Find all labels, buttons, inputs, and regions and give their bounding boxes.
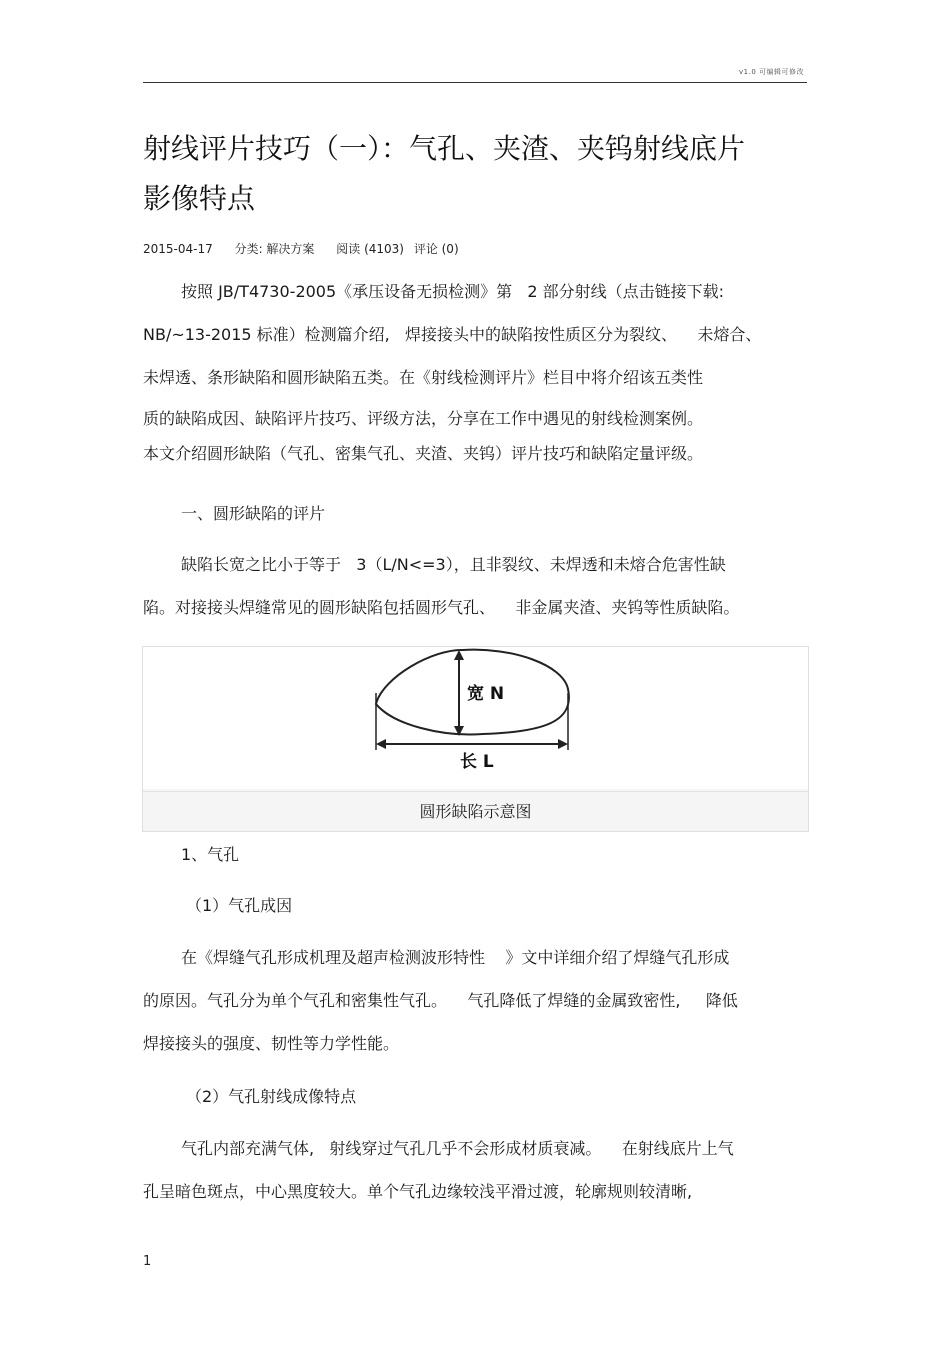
text-line: 在《焊缝气孔形成机理及超声检测波形特性 》文中详细介绍了焊缝气孔形成 [181, 948, 730, 967]
post-date: 2015-04-17 [143, 242, 213, 256]
header-divider [143, 82, 807, 83]
text-line: 未焊透、条形缺陷和圆形缺陷五类。在《射线检测评片》栏目中将介绍该五类性 [143, 368, 704, 387]
subsection-heading: 1、气孔 [181, 845, 240, 864]
text-line: 的原因。气孔分为单个气孔和密集性气孔。 气孔降低了焊缝的金属致密性, 降低 [143, 991, 738, 1010]
text-line: 陷。对接接头焊缝常见的圆形缺陷包括圆形气孔、 非金属夹渣、夹钨等性质缺陷。 [143, 598, 740, 617]
header-note: v1.0 可编辑可修改 [739, 68, 804, 76]
text-line: 焊接接头的强度、韧性等力学性能。 [143, 1034, 400, 1053]
text-line: 气孔内部充满气体, 射线穿过气孔几乎不会形成材质衰减。 在射线底片上气 [181, 1139, 734, 1158]
intro-paragraph [143, 270, 807, 469]
category-link[interactable]: 分类: 解决方案 [234, 242, 315, 256]
read-count: 阅读 (4103) [336, 242, 404, 256]
comments-link[interactable]: 评论 (0) [413, 242, 459, 256]
page-number: 1 [143, 1254, 152, 1269]
width-label: 宽 N [467, 684, 505, 704]
figure-round-defect [142, 646, 809, 832]
text-line: NB/~13-2015 标准）检测篇介绍, 焊接接头中的缺陷按性质区分为裂纹、 未熔合、 [143, 325, 762, 344]
text-line: 本文介绍圆形缺陷（气孔、密集气孔、夹渣、夹钨）评片技巧和缺陷定量评级。 [143, 444, 704, 463]
title-line-1: 射线评片技巧（一）：气孔、夹渣、夹钨射线底片 [143, 132, 746, 165]
imaging-heading: （2）气孔射线成像特点 [186, 1087, 357, 1106]
round-defect-diagram [143, 647, 808, 789]
text-line: 缺陷长宽之比小于等于 3（L/N<=3），且非裂纹、未焊透和未熔合危害性缺 [181, 555, 726, 574]
imaging-paragraph [143, 1127, 807, 1213]
length-label: 长 L [460, 752, 494, 772]
section-heading: 一、圆形缺陷的评片 [181, 504, 326, 523]
definition-paragraph [143, 543, 807, 629]
article-title [143, 124, 807, 224]
article-meta [143, 240, 477, 257]
cause-heading: （1）气孔成因 [186, 896, 293, 915]
text-line: 质的缺陷成因、缺陷评片技巧、评级方法，分享在工作中遇见的射线检测案例。 [143, 409, 704, 428]
title-line-2: 影像特点 [143, 182, 256, 215]
cause-paragraph [143, 936, 807, 1065]
figure-caption: 圆形缺陷示意图 [143, 791, 808, 832]
text-line: 孔呈暗色斑点，中心黑度较大。单个气孔边缘较浅平滑过渡，轮廓规则较清晰, [143, 1182, 693, 1201]
text-line: 按照 JB/T4730-2005《承压设备无损检测》第 2 部分射线（点击链接下载: [181, 282, 725, 301]
